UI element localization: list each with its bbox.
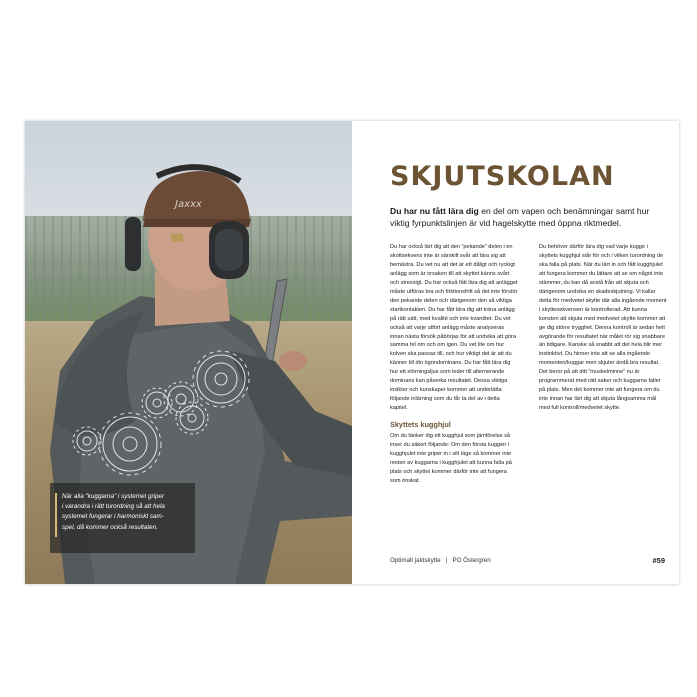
column-right [539, 243, 667, 413]
intro-bold: Du har nu fått lära dig [390, 206, 479, 216]
paragraph: Om du tänker dig ett kugghjul som jämförelse så inser du säkert följande: Om den första kuggen i kugghjulet inte griper in i sitt läge så kommer inte resten av kuggarna i kugghjulet att kunna falla på plats och skyttet kommer därför inte att fungera som önskat. [390, 433, 512, 484]
caption-accent-bar [55, 493, 57, 537]
page-number: #59 [652, 556, 665, 565]
cap-logo: Jaxxx [175, 199, 202, 210]
article-title: SKJUTSKOLAN [390, 161, 615, 192]
author-name: PO Östergren [452, 557, 491, 564]
text-page [352, 121, 679, 584]
photo-page [25, 121, 352, 584]
page-footer [390, 557, 665, 564]
article-intro [390, 205, 665, 229]
footer-separator: | [445, 557, 448, 564]
paragraph: Du har också lärt dig att den ”pekande” delen i en skottsekvens inte är särskilt svår att lära sig att bemästra. Du vet nu att det är ett dåligt och ryckigt anlägg som är orsaken till att skyttet känns svårt och stressigt. Du har också fått lära dig att anlägget måste utföras bra och friktionsfritt så det inte förstör den pekande delen och därigenom den så viktiga startkontakten. Du har fått lära dig att träna anlägg på rätt sätt, med kvalité och inte kvantitet. Du vet också att varje utfört anlägg måste analyseras innan nästa försök påbörjas för att undvika att göra samma fel om och om igen. Du vet lite om hur kolven ska passas till, och hur viktigt det är att du känner till din ögondominans. Du har fått lära dig hur ett störningsljus som leder till alternerande dominans kan påverka resultatet. Dessa viktiga insikter och kunskaper kommer att underlätta följande inlärning som du får ta del av i detta kapitel. [390, 244, 518, 412]
photo-caption-box [50, 483, 195, 553]
book-spread [25, 121, 679, 584]
photo-caption: När alla "kuggarna" i systemet griper i varandra i rätt turordning så att hela systemet fungerar i harmoniskt sam- spel, då kommer också resultaten. [62, 493, 165, 531]
book-title: Optimalt jaktskytte [390, 557, 441, 564]
column-left [390, 243, 518, 486]
section-heading: Skyttets kugghjul [390, 420, 451, 430]
paragraph: Du behöver därför lära dig vad varje kugge i skyttets kugghjul står för och i vilken turordning de ska falla på plats. När du lärt in och fått kugghjulet att fungera kommer du lättare att se om något inte stämmer, du kan då avstå från att skjuta och därigenom undvika en skadeskjutning. Vi kallar detta för medvetet skytte där alla ingående moment i skyttesekvensen är kontrollerad. Att kunna konsten att skjuta med medvetet skytte kommer att ge dig större trygghet. Denna kontroll är sedan helt avgörande för resultatet när målet rör sig snabbare än tidigare. Kanske så snabbt att det hela blir mer instinktivt. Du hinner inte att se alla ingående momenten/kuggar men skjuter ändå bra resultat. Det beror på att ditt ”muskelminne” nu är programmerat med rätt saker och kuggarna faller på plats. Men det kommer inte att fungera om du inte innan har lärt dig att skjuta långsamma mål med full kontroll/medvetet skytte. [539, 244, 667, 412]
intro-text: en del om vapen och benämningar samt hur viktig fyrpunktslinjen är vid hagelskytte med öppna riktmedel. [390, 206, 650, 228]
